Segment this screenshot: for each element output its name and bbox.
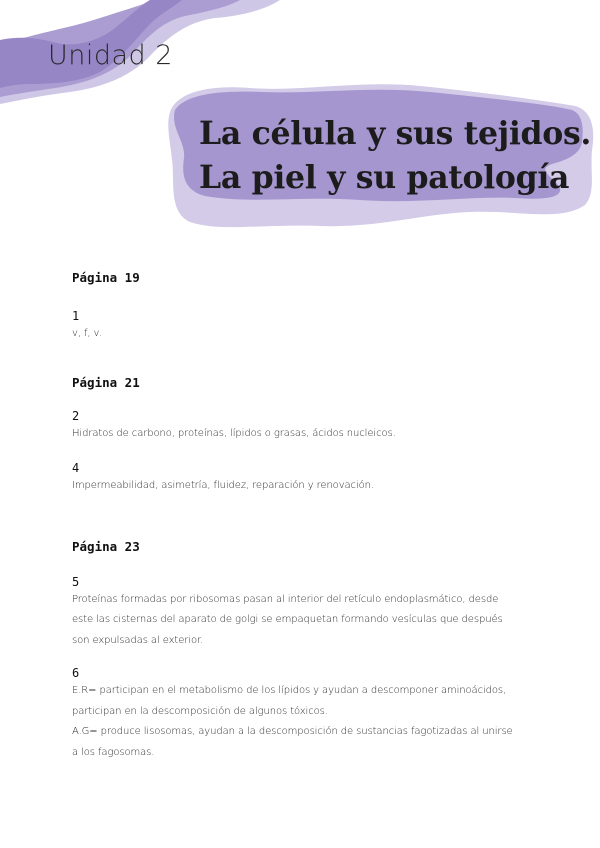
section-heading: Página 23 <box>72 538 140 554</box>
page-title <box>199 112 592 200</box>
answer-line: A.G= produce lisosomas, ayudan a la descomposición de sustancias fagotizadas al unirse <box>72 726 513 737</box>
title-line-2: La piel y su patología <box>199 159 570 196</box>
answer-line: son expulsadas al exterior. <box>72 634 204 646</box>
unit-label: Unidad 2 <box>48 40 173 71</box>
question-number: 2 <box>72 408 80 423</box>
answer-line: Proteínas formadas por ribosomas pasan al interior del retículo endoplasmático, desde <box>72 593 499 605</box>
section-heading: Página 21 <box>72 374 140 390</box>
question-number: 5 <box>72 574 80 589</box>
answer-line: E.R= participan en el metabolismo de los lípidos y ayudan a descomponer aminoácidos, <box>72 685 507 696</box>
answer-line: Hidratos de carbono, proteínas, lípidos o grasas, ácidos nucleicos. <box>72 427 396 439</box>
section-pagina-23 <box>72 539 542 764</box>
section-pagina-21 <box>72 375 542 497</box>
answers-content <box>72 270 542 763</box>
answer-line: a los fagosomas. <box>72 746 155 758</box>
section-pagina-19 <box>72 270 542 345</box>
question-number: 4 <box>72 461 80 475</box>
section-heading: Página 19 <box>72 270 140 285</box>
title-line-1: La célula y sus tejidos. <box>199 115 592 152</box>
question-number: 1 <box>72 309 80 323</box>
answer-line: v, f, v. <box>72 328 102 339</box>
answer-line: este las cisternas del aparato de golgi se empaquetan formando vesículas que después <box>72 614 503 625</box>
answer-line: participan en la descomposición de algunos tóxicos. <box>72 705 328 717</box>
answer-line: Impermeabilidad, asimetría, fluidez, reparación y renovación. <box>72 480 374 491</box>
question-number: 6 <box>72 666 80 680</box>
